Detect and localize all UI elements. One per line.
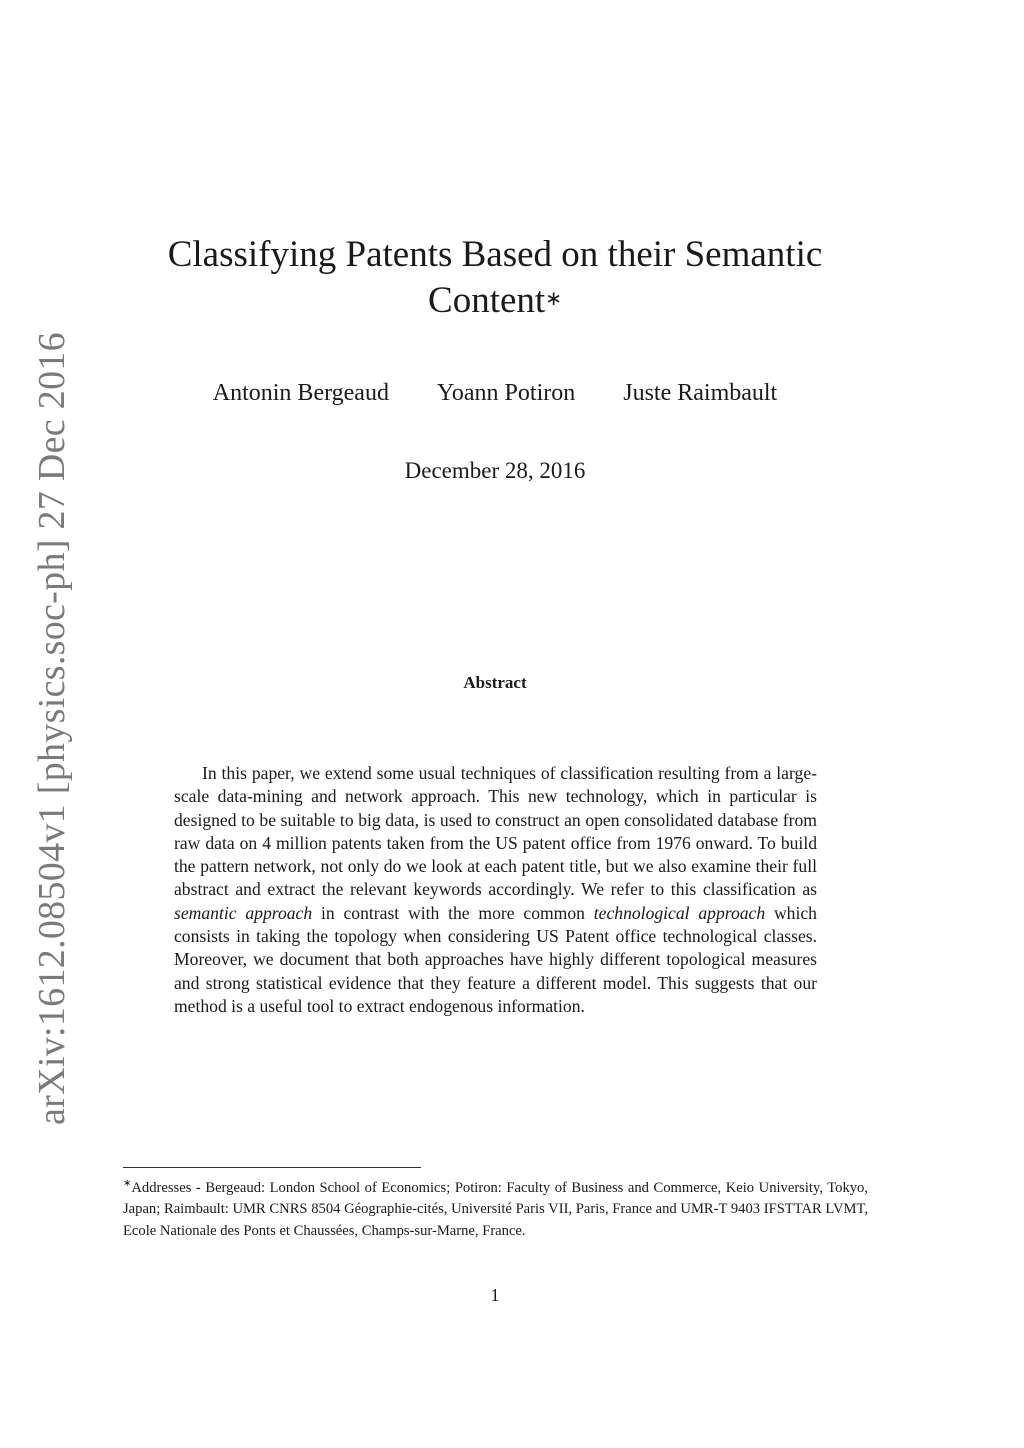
publication-date: December 28, 2016 bbox=[404, 458, 586, 483]
abstract-emphasis: semantic approach bbox=[174, 902, 313, 923]
title-footnote-marker: ∗ bbox=[545, 288, 562, 310]
abstract-text: in contrast with the more common bbox=[312, 902, 594, 923]
abstract-text: In this paper, we extend some usual techniques of classification resulting from a large-scale data-mining and network approach. This new technology, which in particular is designed to be suitable to big data, is used to construct an open consolidated database from raw data on 4 million patents taken from the US patent office from 1976 onward. To build the pattern network, not only do we look at each patent title, but we also examine their full abstract and extract the relevant keywords accordingly. We refer to this classification as bbox=[174, 763, 817, 900]
author-list bbox=[150, 380, 840, 407]
footnote-marker: ∗ bbox=[123, 1178, 132, 1189]
footnote-divider bbox=[123, 1167, 421, 1168]
abstract-body bbox=[174, 762, 817, 1018]
abstract-emphasis: technological approach bbox=[593, 902, 766, 923]
footnote-text: Addresses - Bergeaud: London School of Economics; Potiron: Faculty of Business and Commerce, Keio University, Tokyo, Japan; Raimbault: UMR CNRS 8504 Géographie-cités, Université Paris VII, Paris, France and UMR-T 9403 IFSTTAR LVMT, Ecole Nationale des Ponts et Chaussées, Champs-sur-Marne, France. bbox=[123, 1179, 868, 1239]
author-name: Yoann Potiron bbox=[436, 380, 576, 406]
title-line-1: Classifying Patents Based on their Semantic bbox=[167, 234, 823, 275]
title-line-2: Content bbox=[428, 280, 546, 321]
author-name: Antonin Bergeaud bbox=[212, 380, 389, 406]
abstract-text: which consists in taking the topology when considering US Patent office technological classes. Moreover, we document that both approaches have highly different topological measures and strong statistical evidence that they feature a different model. This suggests that our method is a useful tool to extract endogenous information. bbox=[174, 902, 817, 1016]
arxiv-identifier-stamp: arXiv:1612.08504v1 [physics.soc-ph] 27 Dec 2016 bbox=[31, 332, 73, 1125]
paper-title bbox=[150, 232, 840, 324]
abstract-heading: Abstract bbox=[463, 673, 527, 692]
page-number: 1 bbox=[490, 1285, 500, 1305]
author-name: Juste Raimbault bbox=[623, 380, 778, 406]
footnote bbox=[123, 1173, 868, 1242]
